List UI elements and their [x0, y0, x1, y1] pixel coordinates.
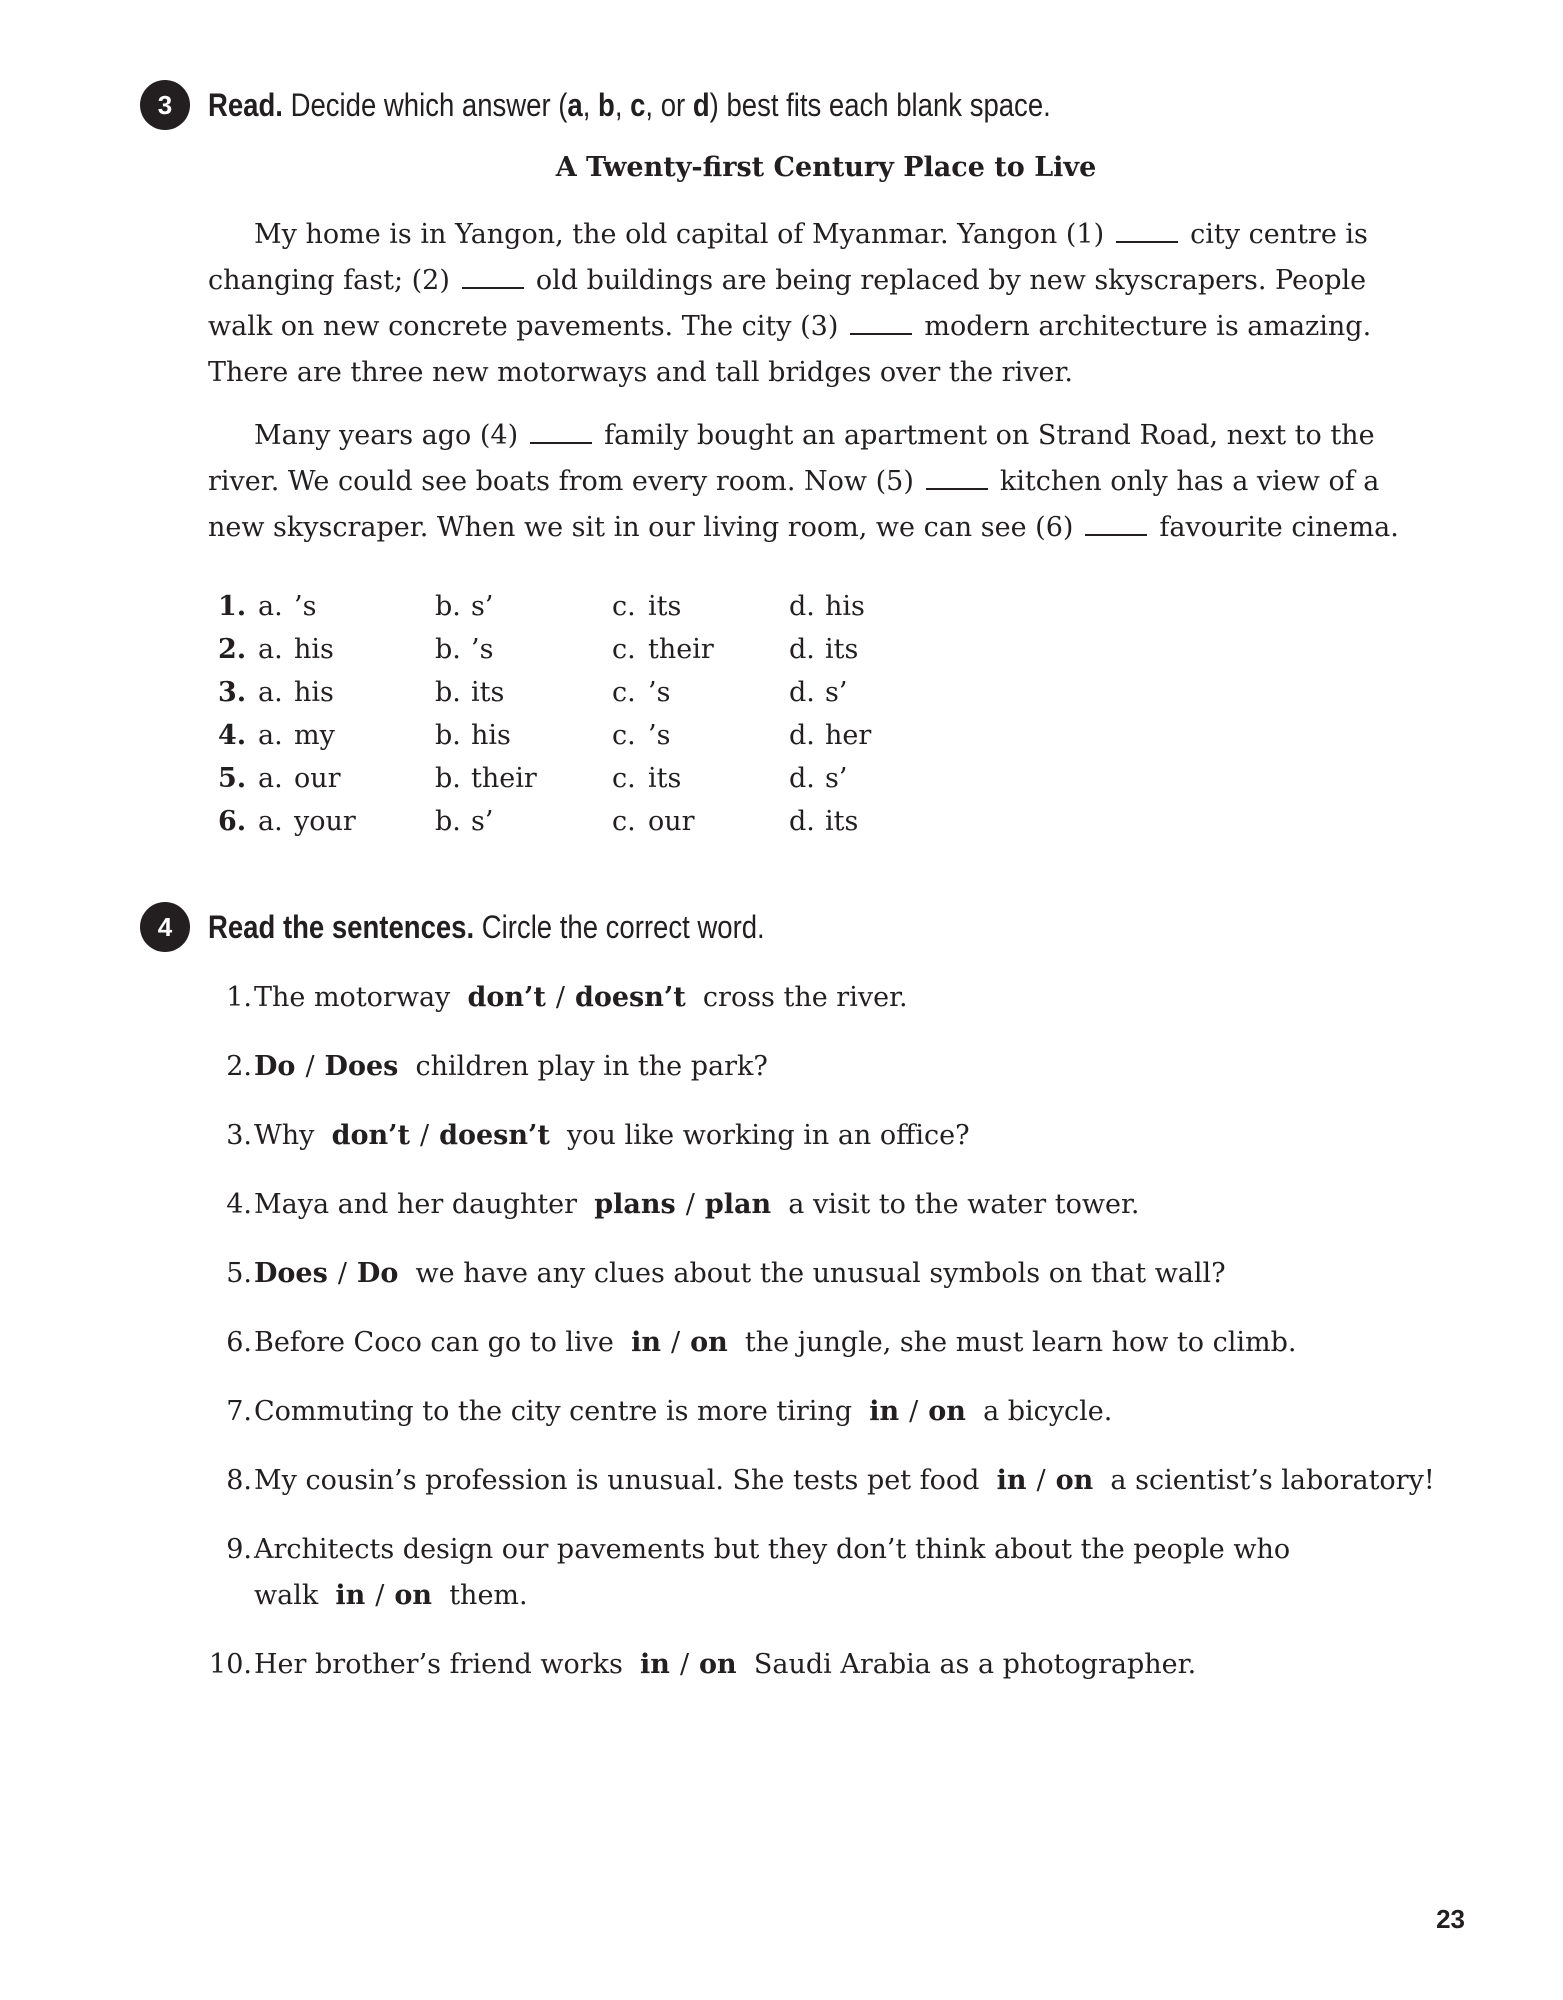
option-letter: a.	[258, 720, 283, 751]
option-letter: b.	[435, 591, 461, 622]
option-letter: d.	[789, 591, 815, 622]
choice-word-2[interactable]: on	[1055, 1465, 1094, 1496]
option-text: their	[471, 763, 537, 794]
option-letter: b.	[435, 720, 461, 751]
sentence-before: Why	[254, 1120, 315, 1151]
sentence-item	[200, 975, 1460, 1021]
option-letter: a.	[258, 634, 283, 665]
choice-separator: /	[305, 1051, 315, 1082]
choice-word-2[interactable]: on	[394, 1580, 433, 1611]
sentence-item	[200, 1320, 1460, 1366]
section-3-heading	[140, 80, 1188, 130]
option-text: s’	[471, 806, 494, 837]
choice-word-1[interactable]: Does	[254, 1258, 328, 1289]
option-letter: d.	[789, 720, 815, 751]
choice-word-2[interactable]: Does	[324, 1051, 399, 1082]
answer-blank	[926, 466, 988, 490]
option-c[interactable]	[612, 806, 789, 837]
choice-separator: /	[555, 982, 565, 1013]
option-text: its	[825, 806, 859, 837]
option-d[interactable]	[789, 763, 966, 794]
option-letter: d.	[789, 763, 815, 794]
option-number: 2.	[218, 634, 247, 665]
option-number: 6.	[218, 806, 247, 837]
sentence-number: 2.	[226, 1051, 252, 1082]
option-letter: d.	[789, 677, 815, 708]
choice-word-2[interactable]: on	[690, 1327, 728, 1358]
option-text: his	[294, 634, 334, 665]
sentence-after: a scientist’s laboratory!	[1110, 1465, 1435, 1496]
option-d[interactable]	[789, 806, 966, 837]
sentence-item	[200, 1527, 1460, 1619]
option-row	[218, 585, 966, 628]
option-text: ’s	[294, 591, 317, 622]
section-number-badge: 3	[140, 80, 190, 130]
choice-separator: /	[685, 1189, 695, 1220]
choice-word-1[interactable]: plans	[594, 1189, 676, 1220]
sentence-number: 8.	[226, 1465, 252, 1496]
option-c[interactable]	[612, 591, 789, 622]
reading-paragraph-2: Many years ago (4) family bought an apartment on Strand Road, next to the river. We could see boats from every room. Now (5) kitchen only has a view of a new skyscraper. When we sit in our living room, we can see (6) favourite cinema.	[208, 420, 1399, 543]
sentence-after: you like working in an office?	[567, 1120, 970, 1151]
option-text: her	[825, 720, 872, 751]
sentence-before: Before Coco can go to live	[254, 1327, 614, 1358]
option-c[interactable]	[612, 720, 789, 751]
option-letter: b.	[435, 806, 461, 837]
sentence-number: 5.	[226, 1258, 252, 1289]
option-letter: d.	[789, 634, 815, 665]
option-a[interactable]	[258, 591, 435, 622]
choice-separator: /	[679, 1649, 690, 1680]
option-d[interactable]	[789, 677, 966, 708]
choice-word-1[interactable]: in	[640, 1649, 670, 1680]
option-text: their	[648, 634, 714, 665]
sentence-text	[254, 1527, 1460, 1619]
option-text: your	[294, 806, 356, 837]
option-c[interactable]	[612, 763, 789, 794]
sentence-before: The motorway	[254, 982, 451, 1013]
sentence-before: Maya and her daughter	[254, 1189, 578, 1220]
sentence-text	[254, 1458, 1460, 1504]
option-letter: c.	[612, 591, 636, 622]
sentence-after: a visit to the water tower.	[788, 1189, 1140, 1220]
sentence-text	[254, 1320, 1460, 1366]
section-3-instruction: Read. Decide which answer (a, b, c, or d) best fits each blank space.	[208, 86, 1051, 123]
sentence-item	[200, 1642, 1460, 1688]
option-text: ’s	[648, 677, 671, 708]
choice-word-1[interactable]: in	[631, 1327, 661, 1358]
answer-blank	[1085, 512, 1147, 536]
option-number: 5.	[218, 763, 247, 794]
option-a[interactable]	[258, 634, 435, 665]
option-c[interactable]	[612, 634, 789, 665]
option-a[interactable]	[258, 720, 435, 751]
option-letter: b.	[435, 763, 461, 794]
sentence-item	[200, 1458, 1460, 1504]
sentence-number: 7.	[226, 1396, 252, 1427]
reading-paragraph-1: My home is in Yangon, the old capital of Myanmar. Yangon (1) city centre is changing fast; (2) old buildings are being replaced by new skyscrapers. People walk on new concrete pavements. The city (3) modern architecture is amazing. There are three new motorways and tall bridges over the river.	[208, 219, 1372, 388]
choice-separator: /	[909, 1396, 919, 1427]
option-row	[218, 671, 966, 714]
option-text: my	[294, 720, 335, 751]
choice-word-2[interactable]: doesn’t	[574, 982, 686, 1013]
option-text: his	[471, 720, 511, 751]
sentence-text	[254, 1642, 1460, 1688]
choice-word-1[interactable]: Do	[254, 1051, 296, 1082]
reading-title: A Twenty-first Century Place to Live	[555, 152, 1097, 183]
sentence-number: 1.	[226, 982, 252, 1013]
option-row	[218, 757, 966, 800]
page-number: 23	[1436, 1904, 1465, 1934]
option-a[interactable]	[258, 763, 435, 794]
option-b[interactable]	[435, 677, 612, 708]
choice-word-1[interactable]: in	[869, 1396, 900, 1427]
sentence-number: 4.	[226, 1189, 252, 1220]
option-d[interactable]	[789, 591, 966, 622]
option-b[interactable]	[435, 591, 612, 622]
option-b[interactable]	[435, 720, 612, 751]
sentence-text	[254, 975, 1460, 1021]
answer-blank	[1116, 219, 1178, 243]
sentence-list	[200, 975, 1460, 1711]
sentence-after: Saudi Arabia as a photographer.	[753, 1649, 1197, 1680]
sentence-after: cross the river.	[702, 982, 908, 1013]
choice-separator: /	[337, 1258, 347, 1289]
option-text: s’	[825, 677, 848, 708]
choice-word-1[interactable]: in	[335, 1580, 366, 1611]
option-letter: c.	[612, 677, 636, 708]
sentence-after: a bicycle.	[983, 1396, 1113, 1427]
option-letter: a.	[258, 591, 283, 622]
option-text: our	[294, 763, 341, 794]
option-letter: b.	[435, 634, 461, 665]
sentence-text	[254, 1182, 1460, 1228]
option-c[interactable]	[612, 677, 789, 708]
option-text: its	[648, 591, 682, 622]
choice-separator: /	[670, 1327, 681, 1358]
option-b[interactable]	[435, 806, 612, 837]
sentence-item	[200, 1113, 1460, 1159]
option-d[interactable]	[789, 634, 966, 665]
choice-word-2[interactable]: on	[699, 1649, 737, 1680]
sentence-text	[254, 1044, 1460, 1090]
option-a[interactable]	[258, 806, 435, 837]
answer-blank	[462, 265, 524, 289]
option-row	[218, 714, 966, 757]
sentence-after: we have any clues about the unusual symbols on that wall?	[415, 1258, 1226, 1289]
sentence-number: 3.	[226, 1120, 252, 1151]
option-row	[218, 628, 966, 671]
option-number: 4.	[218, 720, 247, 751]
sentence-text	[254, 1113, 1460, 1159]
sentence-item	[200, 1389, 1460, 1435]
answer-options	[218, 585, 966, 843]
sentence-before: My cousin’s profession is unusual. She tests pet food	[254, 1465, 980, 1496]
option-text: its	[471, 677, 505, 708]
option-letter: c.	[612, 806, 636, 837]
sentence-text	[254, 1251, 1460, 1297]
answer-blank	[850, 311, 912, 335]
option-number: 3.	[218, 677, 247, 708]
option-letter: c.	[612, 634, 636, 665]
option-text: its	[648, 763, 682, 794]
option-letter: c.	[612, 763, 636, 794]
sentence-before: Her brother’s friend works	[254, 1649, 623, 1680]
sentence-after: the jungle, she must learn how to climb.	[744, 1327, 1297, 1358]
option-text: his	[825, 591, 865, 622]
option-number: 1.	[218, 591, 247, 622]
sentence-after: them.	[449, 1580, 528, 1611]
sentence-item	[200, 1182, 1460, 1228]
answer-blank	[530, 420, 592, 444]
option-text: its	[825, 634, 859, 665]
sentence-number: 6.	[226, 1327, 252, 1358]
choice-separator: /	[419, 1120, 430, 1151]
sentence-text	[254, 1389, 1460, 1435]
choice-word-1[interactable]: don’t	[467, 982, 546, 1013]
section-4-heading	[140, 902, 855, 952]
sentence-number: 10.	[209, 1649, 252, 1680]
option-row	[218, 800, 966, 843]
choice-word-1[interactable]: don’t	[331, 1120, 410, 1151]
option-letter: b.	[435, 677, 461, 708]
choice-separator: /	[375, 1580, 385, 1611]
option-letter: c.	[612, 720, 636, 751]
option-letter: a.	[258, 677, 283, 708]
choice-word-1[interactable]: in	[996, 1465, 1027, 1496]
choice-word-2[interactable]: on	[928, 1396, 966, 1427]
sentence-item	[200, 1044, 1460, 1090]
sentence-item	[200, 1251, 1460, 1297]
sentence-before: Architects design our pavements but they don’t think about the people who walk	[254, 1534, 1291, 1611]
choice-word-2[interactable]: plan	[704, 1189, 772, 1220]
sentence-number: 9.	[226, 1534, 252, 1565]
option-d[interactable]	[789, 720, 966, 751]
option-letter: d.	[789, 806, 815, 837]
choice-separator: /	[1036, 1465, 1046, 1496]
option-letter: a.	[258, 806, 283, 837]
option-text: ’s	[648, 720, 671, 751]
option-a[interactable]	[258, 677, 435, 708]
option-letter: a.	[258, 763, 283, 794]
option-text: ’s	[471, 634, 494, 665]
option-text: s’	[825, 763, 848, 794]
option-text: our	[648, 806, 695, 837]
option-text: s’	[471, 591, 494, 622]
sentence-before: Commuting to the city centre is more tiring	[254, 1396, 853, 1427]
section-4-instruction: Read the sentences. Circle the correct word.	[208, 908, 765, 945]
option-b[interactable]	[435, 634, 612, 665]
section-number-badge: 4	[140, 902, 190, 952]
option-text: his	[294, 677, 334, 708]
choice-word-2[interactable]: doesn’t	[439, 1120, 550, 1151]
sentence-after: children play in the park?	[415, 1051, 768, 1082]
choice-word-2[interactable]: Do	[356, 1258, 399, 1289]
option-b[interactable]	[435, 763, 612, 794]
